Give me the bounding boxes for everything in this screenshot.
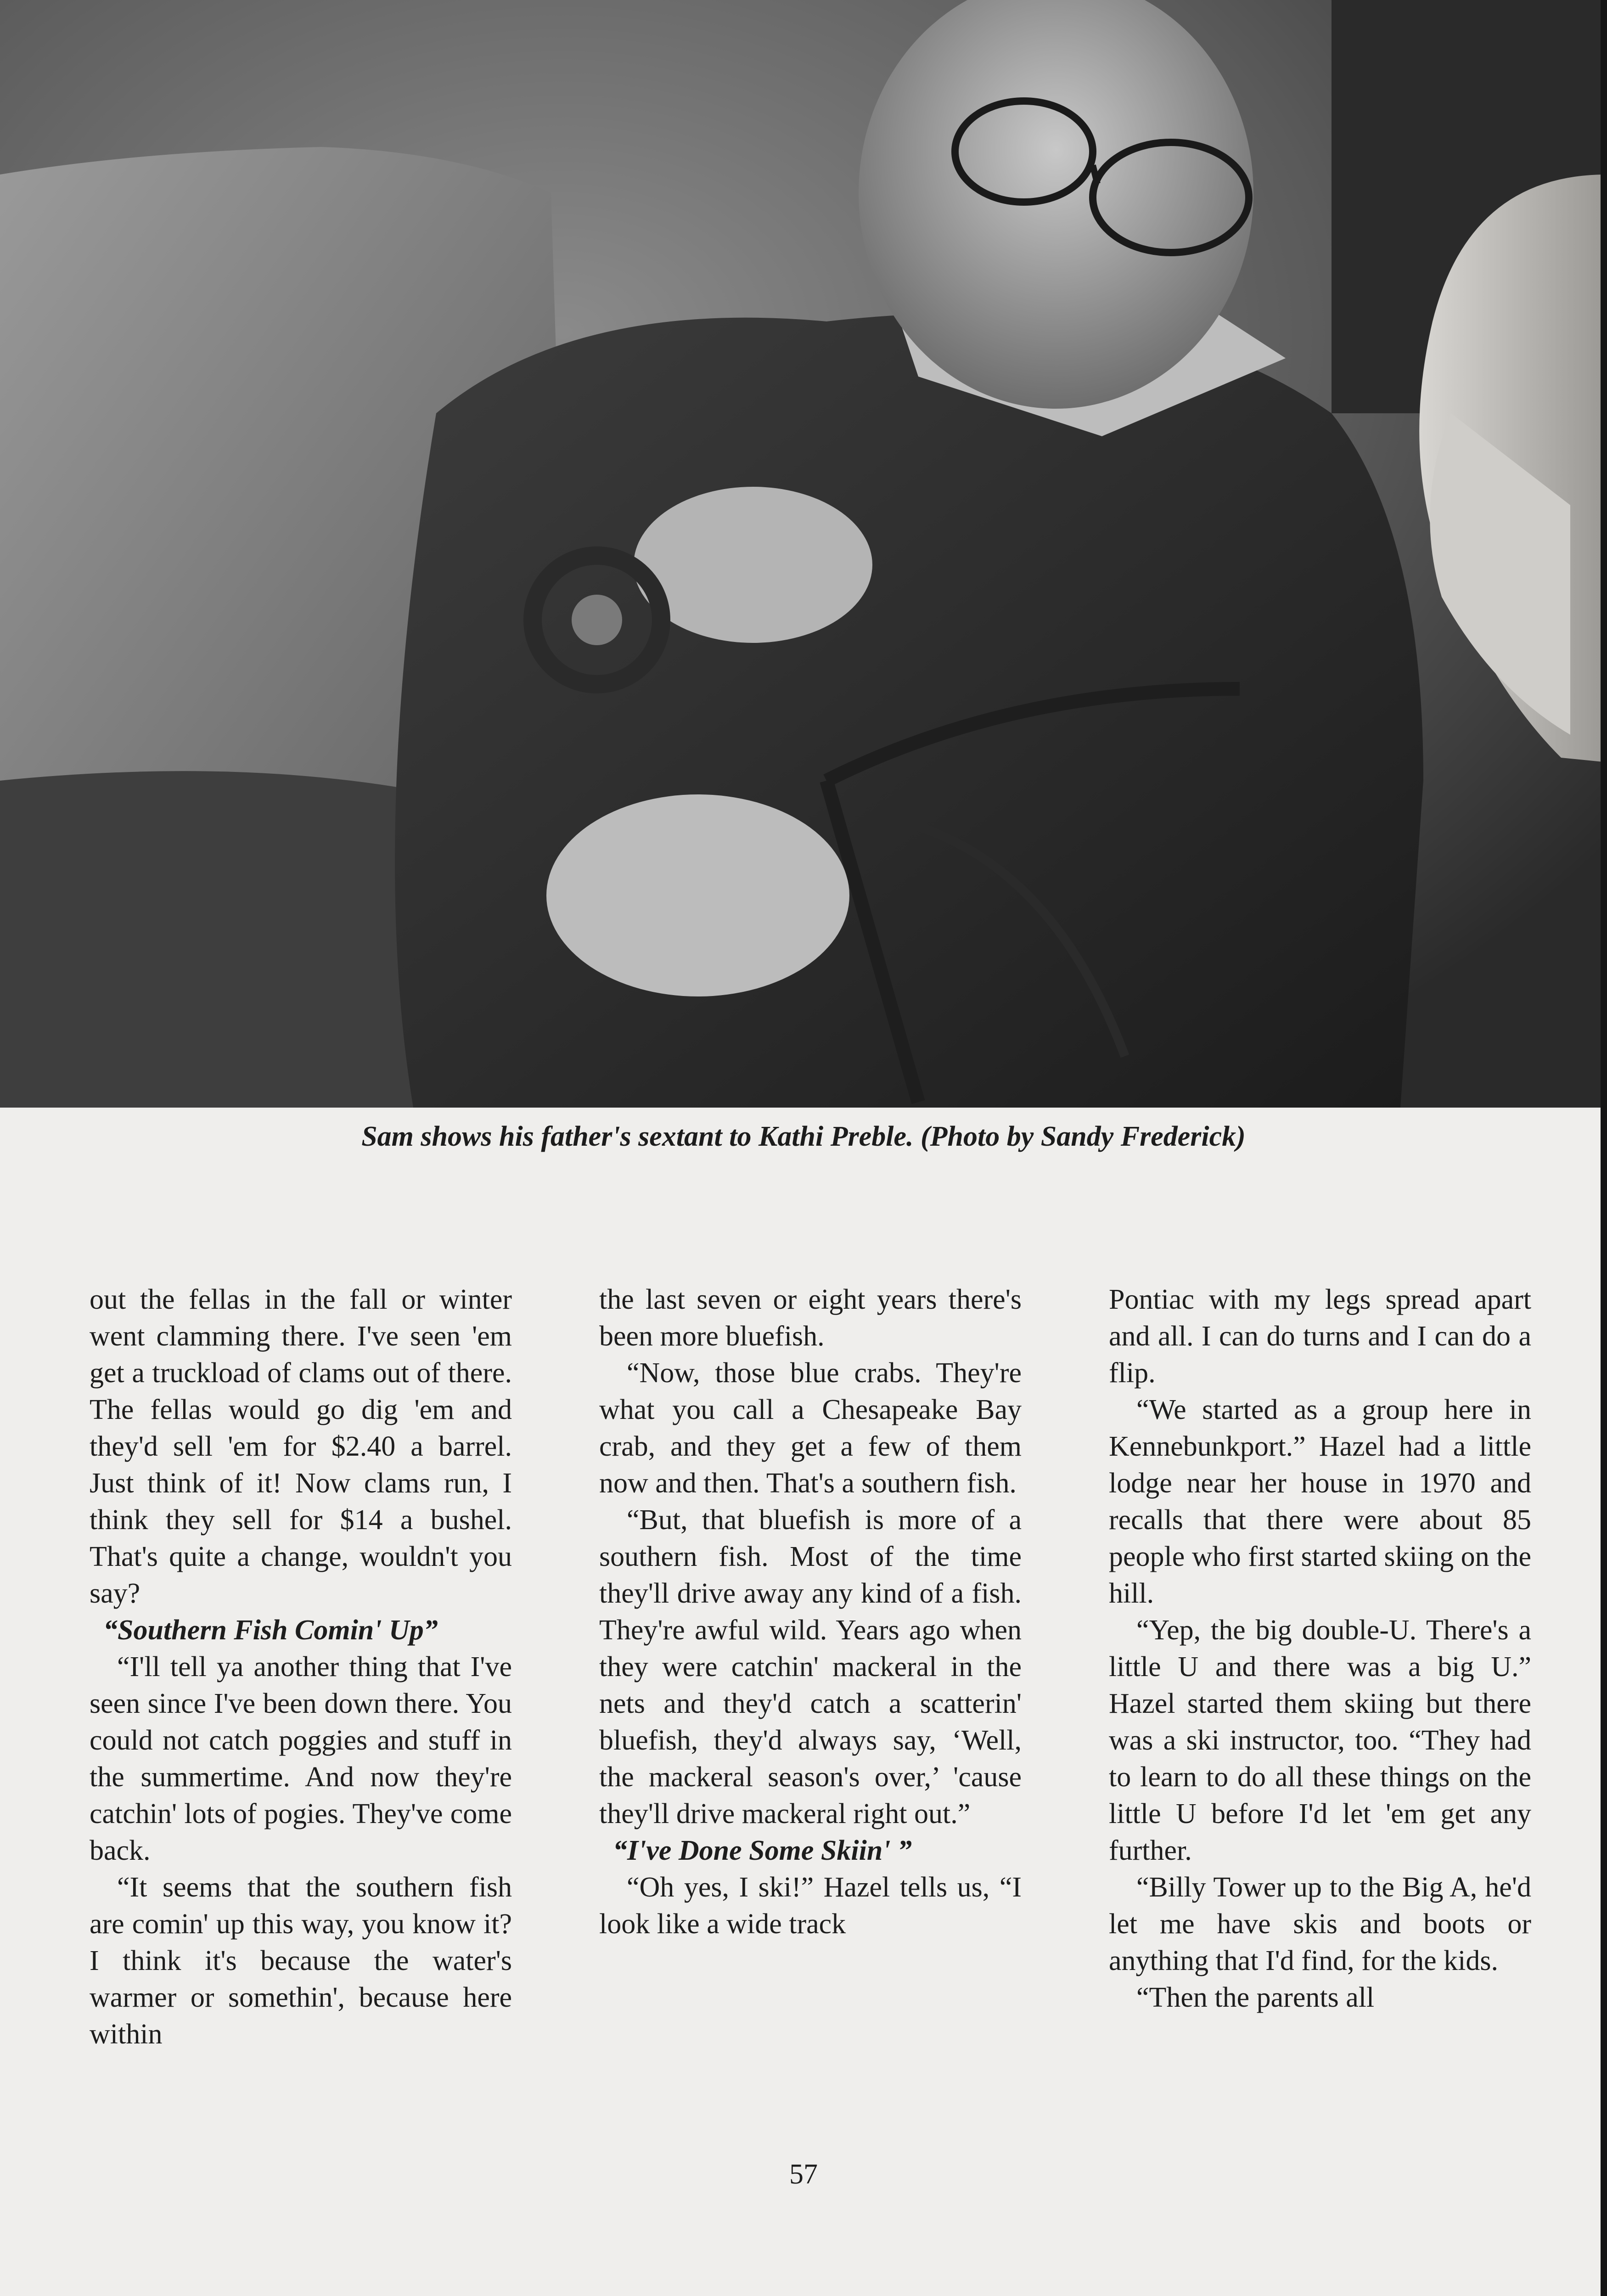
photo-caption: Sam shows his father's sextant to Kathi Preble. (Photo by Sandy Frederick) bbox=[361, 1121, 1246, 1152]
text-column-2 bbox=[599, 1281, 1022, 1942]
text-column-1 bbox=[90, 1281, 512, 2053]
paragraph: the last seven or eight years there's been more bluefish. bbox=[599, 1284, 1022, 1352]
paragraph: “Then the parents all bbox=[1136, 1982, 1375, 2013]
page-number: 57 bbox=[789, 2159, 818, 2190]
paragraph: out the fellas in the fall or winter went clamming there. I've seen 'em get a truckload of clams out of there. The fellas would go dig 'em and they'd sell 'em for $2.40 a barrel. Just think of it! Now clams run, I think they sell for $14 a bushel. That's quite a change, wouldn't you say? bbox=[90, 1284, 512, 1609]
photo-sextant-icon bbox=[0, 0, 1607, 1108]
text-column-3 bbox=[1109, 1281, 1531, 2016]
section-heading: “I've Done Some Skiin' ” bbox=[613, 1835, 912, 1866]
paragraph: “Billy Tower up to the Big A, he'd let me have skis and boots or anything that I'd find, for the kids. bbox=[1109, 1872, 1531, 1976]
paragraph: “I'll tell ya another thing that I've seen since I've been down there. You could not catch poggies and stuff in the summertime. And now they're catchin' lots of pogies. They've come back. bbox=[90, 1651, 512, 1866]
paragraph: “We started as a group here in Kennebunkport.” Hazel had a little lodge near her house in 1970 and recalls that there were about 85 people who first started skiing on the hill. bbox=[1109, 1394, 1531, 1609]
page-edge-shadow bbox=[1601, 0, 1607, 2296]
paragraph: “Now, those blue crabs. They're what you call a Chesapeake Bay crab, and they get a few of them now and then. That's a southern fish. bbox=[599, 1357, 1022, 1499]
photo bbox=[0, 0, 1607, 1108]
paragraph: “It seems that the southern fish are comin' up this way, you know it? I think it's because the water's warmer or somethin', because here within bbox=[90, 1872, 512, 2050]
paragraph: “Yep, the big double-U. There's a little U and there was a big U.” Hazel started them skiing but there was a ski instructor, too. “They had to learn to do all these things on the little U before I'd let 'em get any further. bbox=[1109, 1615, 1531, 1866]
paragraph: “Oh yes, I ski!” Hazel tells us, “I look like a wide track bbox=[599, 1872, 1022, 1940]
paragraph: “But, that bluefish is more of a southern fish. Most of the time they'll drive away any kind of a fish. They're awful wild. Years ago when they were catchin' mackeral in the nets and they'd catch a scatterin' bluefish, they'd always say, ‘Well, the mackeral season's over,’ 'cause they'll drive mackeral right out.” bbox=[599, 1504, 1022, 1829]
paragraph: Pontiac with my legs spread apart and all. I can do turns and I can do a flip. bbox=[1109, 1284, 1531, 1389]
section-heading: “Southern Fish Comin' Up” bbox=[103, 1615, 438, 1646]
